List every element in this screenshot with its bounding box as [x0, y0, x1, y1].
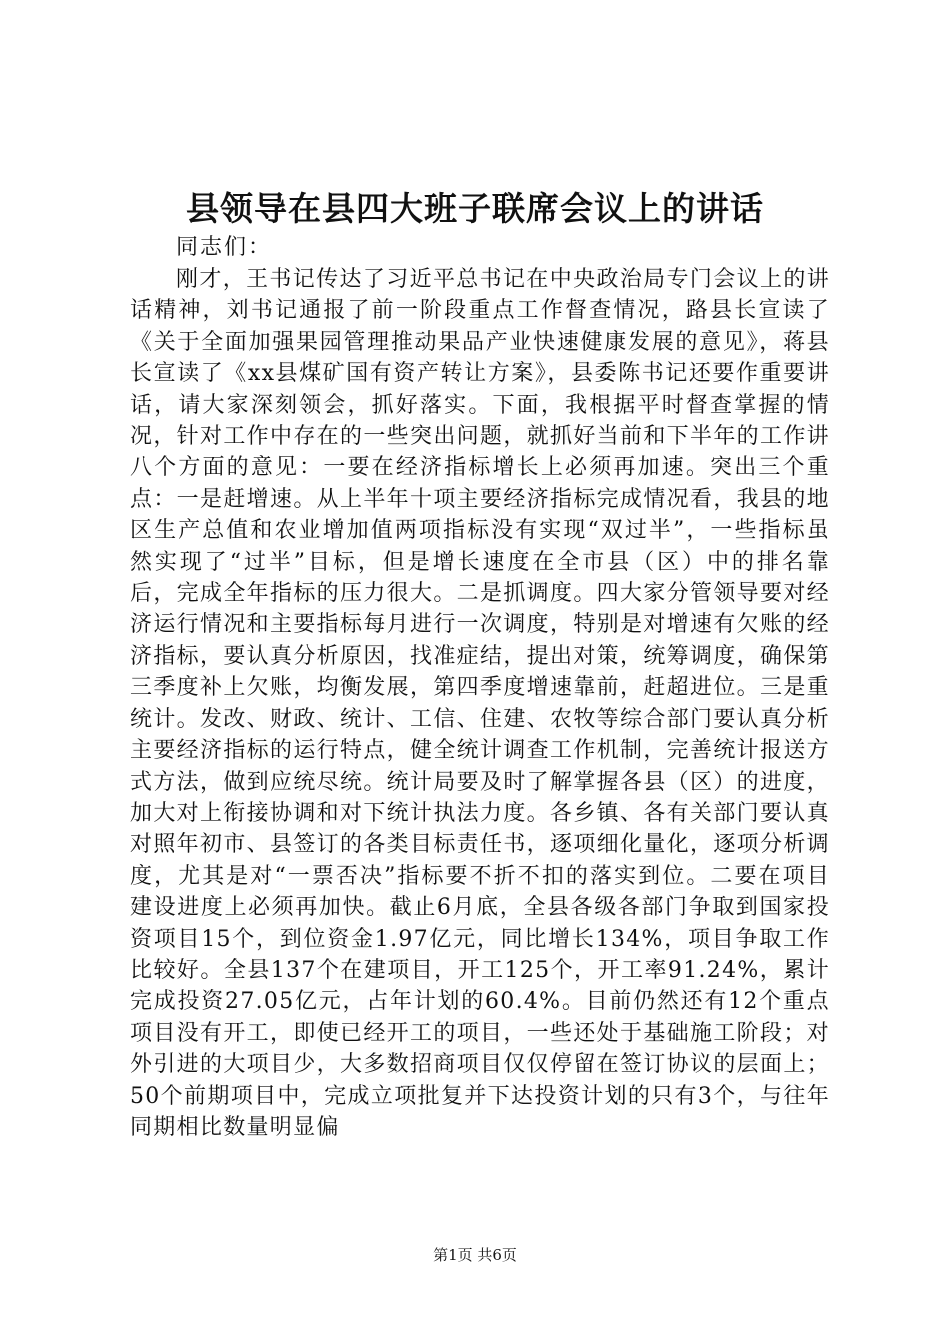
salutation: 同志们： — [176, 235, 273, 260]
page-footer: 第1页 共6页 — [433, 1246, 517, 1264]
page-title: 县领导在县四大班子联席会议上的讲话 — [186, 189, 764, 228]
body-paragraph: 刚才，王书记传达了习近平总书记在中央政治局专门会议上的讲话精神，刘书记通报了前一阶段重点工作督查情况，路县长宣读了《关于全面加强果园管理推动果品产业快速健康发展的意见》，蒋县长宣读了《xx县煤矿国有资产转让方案》，县委陈书记还要作重要讲话，请大家深刻领会，抓好落实。下面，我根据平时督查掌握的情况，针对工作中存在的一些突出问题，就抓好当前和下半年的工作讲八个方面的意见：一要在经济指标增长上必须再加速。突出三个重点：一是赶增速。从上半年十项主要经济指标完成情况看，我县的地区生产总值和农业增加值两项指标没有实现“双过半”，一些指标虽然实现了“过半”目标，但是增长速度在全市县（区）中的排名靠后，完成全年指标的压力很大。二是抓调度。四大家分管领导要对经济运行情况和主要指标每月进行一次调度，特别是对增速有欠账的经济指标，要认真分析原因，找准症结，提出对策，统筹调度，确保第三季度补上欠账，均衡发展，第四季度增速靠前，赶超进位。三是重统计。发改、财政、统计、工信、住建、农牧等综合部门要认真分析主要经济指标的运行特点，健全统计调查工作机制，完善统计报送方式方法，做到应统尽统。统计局要及时了解掌握各县（区）的进度，加大对上衔接协调和对下统计执法力度。各乡镇、各有关部门要认真对照年初市、县签订的各类目标责任书，逐项细化量化，逐项分析调度，尤其是对“一票否决”指标要不折不扣的落实到位。二要在项目建设进度上必须再加快。截止6月底，全县各级各部门争取到国家投资项目15个，到位资金1.97亿元，同比增长134%，项目争取工作比较好。全县137个在建项目，开工125个，开工率91.24%，累计完成投资27.05亿元，占年计划的60.4%。目前仍然还有12个重点项目没有开工，即使已经开工的项目，一些还处于基础施工阶段；对外引进的大项目少，大多数招商项目仅仅停留在签订协议的层面上；50个前期项目中，完成立项批复并下达投资计划的只有3个，与往年同期相比数量明显偏 — [130, 267, 830, 1140]
